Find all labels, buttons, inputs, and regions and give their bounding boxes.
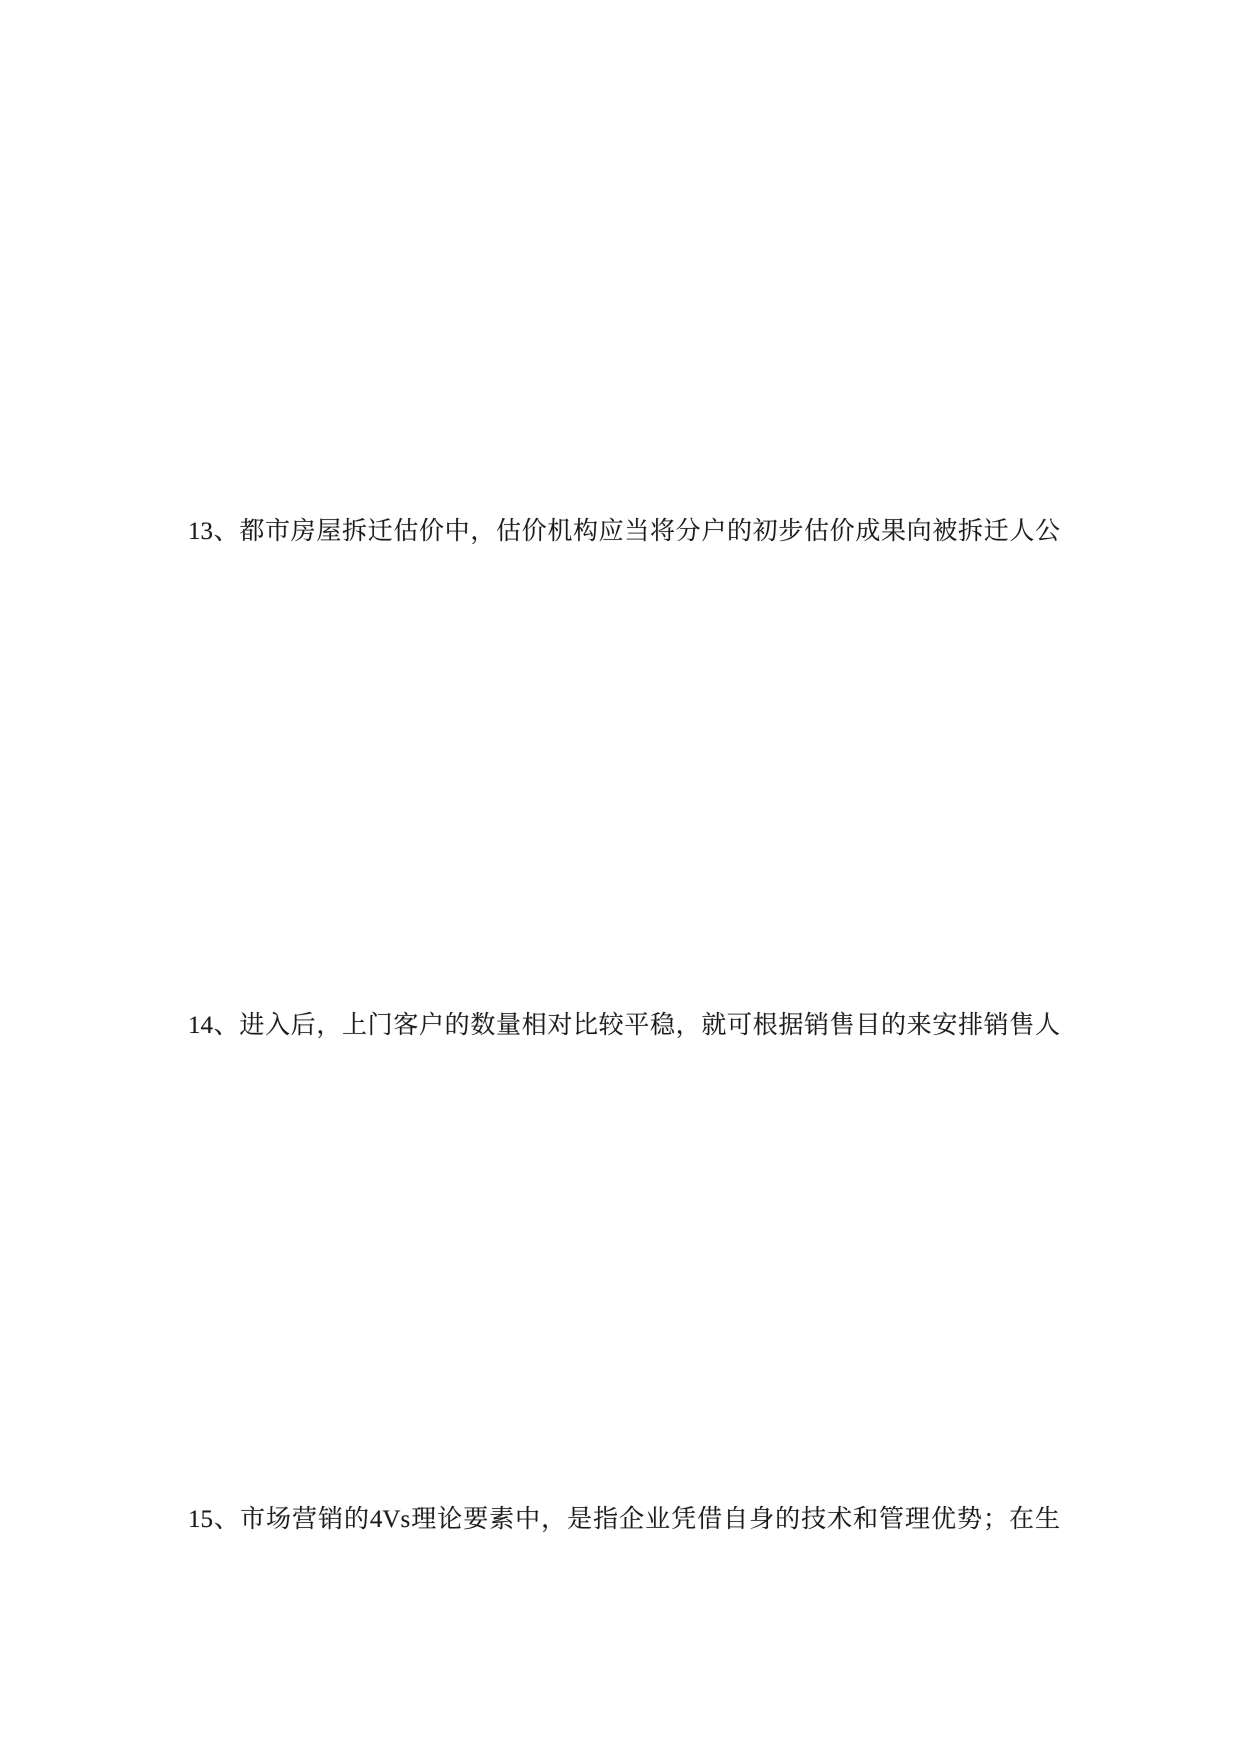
option-line — [0, 285, 1240, 356]
option-line — [0, 144, 1240, 215]
option-line — [0, 215, 1240, 286]
question-stem-line — [188, 991, 1060, 1062]
option-line — [0, 779, 1240, 850]
option-line — [0, 638, 1240, 709]
line-text: 14、进入后，上门客户的数量相对比较平稳，就可根据销售目的来安排销售人 — [188, 1012, 1060, 1040]
option-line — [0, 356, 1240, 427]
option-line — [0, 1132, 1240, 1203]
option-line — [0, 921, 1240, 992]
question-stem-line — [188, 1485, 1060, 1556]
line-text: 13、都市房屋拆迁估价中，估价机构应当将分户的初步估价成果向被拆迁人公 — [188, 517, 1060, 545]
option-line — [0, 1203, 1240, 1274]
question-stem-line — [0, 1062, 1240, 1133]
question-stem-line — [0, 568, 1240, 639]
option-line — [0, 1344, 1240, 1415]
option-line — [0, 426, 1240, 497]
questions-area — [0, 144, 1240, 1556]
line-text: 15、市场营销的4Vs理论要素中，是指企业凭借自身的技术和管理优势；在生 — [188, 1506, 1060, 1534]
question-stem-line — [188, 497, 1060, 568]
option-line — [0, 850, 1240, 921]
option-line — [0, 1415, 1240, 1486]
option-line — [0, 1274, 1240, 1345]
option-line — [0, 709, 1240, 780]
